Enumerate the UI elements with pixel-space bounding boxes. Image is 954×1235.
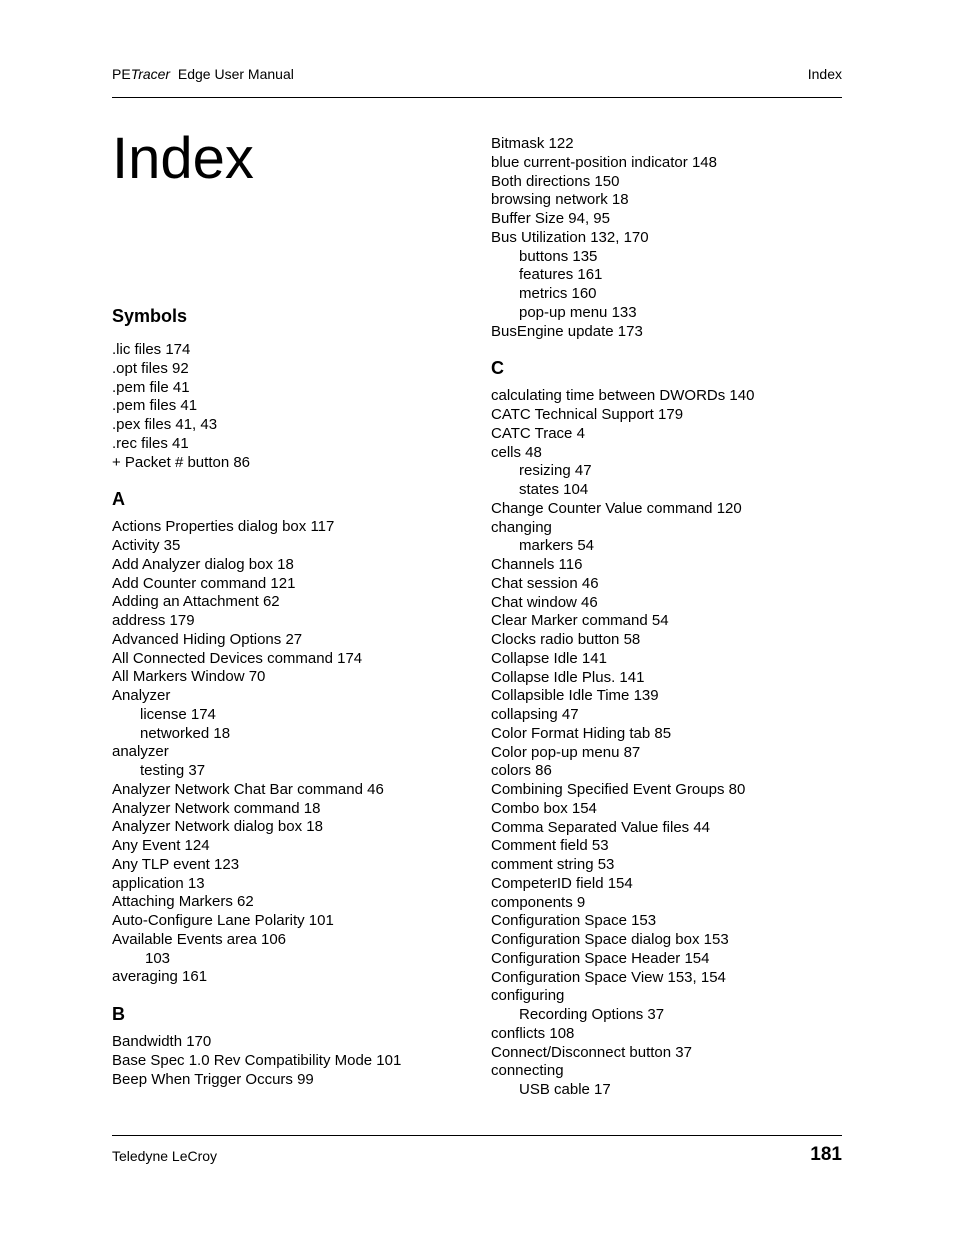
index-entry: blue current-position indicator 148	[491, 153, 717, 171]
index-right-column	[491, 135, 754, 1100]
index-entry: Buffer Size 94, 95	[491, 210, 610, 227]
index-entry: CompeterID field 154	[491, 874, 633, 892]
index-entry: browsing network 18	[491, 191, 629, 209]
index-entry: Comma Separated Value files 44	[491, 818, 711, 836]
index-entry: .rec files 41	[112, 434, 189, 452]
index-entry: analyzer	[112, 743, 169, 761]
index-entry: Change Counter Value command 120	[491, 499, 742, 517]
index-entry: Add Analyzer dialog box 18	[112, 555, 294, 573]
index-entry: Clear Marker command 54	[491, 612, 669, 630]
index-entry: Connect/Disconnect button 37	[491, 1043, 692, 1061]
index-subentry: metrics 160	[519, 285, 597, 302]
index-entry: Adding an Attachment 62	[112, 593, 280, 611]
index-entry: averaging 161	[112, 968, 208, 986]
index-entry: Add Counter command 121	[112, 574, 296, 592]
index-entry: + Packet # button 86	[112, 453, 251, 471]
index-entry: Any Event 124	[112, 837, 210, 854]
product-name-italic: Tracer	[130, 66, 171, 82]
manual-title: Edge User Manual	[177, 66, 294, 82]
index-entry: colors 86	[491, 762, 552, 780]
index-entry: connecting	[491, 1062, 564, 1080]
page-number: 181	[810, 1144, 842, 1165]
index-entry: Bitmask 122	[491, 135, 574, 152]
index-entry: All Connected Devices command 174	[112, 649, 363, 667]
index-entry: Collapse Idle Plus. 141	[491, 668, 645, 686]
index-subentry: markers 54	[519, 537, 595, 555]
index-entry: application 13	[112, 874, 205, 892]
index-entry: Activity 35	[112, 537, 181, 554]
index-left-column	[112, 305, 401, 1089]
index-entry: Both directions 150	[491, 172, 620, 190]
index-entry: components 9	[491, 893, 586, 911]
index-entry: Auto-Configure Lane Polarity 101	[112, 912, 334, 929]
index-entry: Available Events area 106	[112, 930, 287, 948]
index-entry: Bus Utilization 132, 170	[491, 228, 649, 246]
index-entry: Collapsible Idle Time 139	[491, 687, 659, 705]
index-entry: Actions Properties dialog box 117	[112, 518, 335, 536]
index-entry: Clocks radio button 58	[491, 631, 641, 648]
index-subentry: resizing 47	[519, 462, 592, 480]
index-entry: Advanced Hiding Options 27	[112, 630, 303, 648]
index-entry: Chat session 46	[491, 574, 599, 592]
running-header-section: Index	[807, 66, 842, 82]
section-heading-c: C	[491, 358, 504, 379]
index-subentry: networked 18	[140, 724, 231, 742]
index-subentry: pop-up menu 133	[519, 303, 637, 321]
index-subentry: Recording Options 37	[519, 1006, 665, 1023]
section-heading-b: B	[112, 1004, 125, 1024]
index-entry: Collapse Idle 141	[491, 649, 607, 667]
index-entry: collapsing 47	[491, 706, 579, 723]
index-subentry: license 174	[140, 705, 216, 723]
index-entry: configuring	[491, 987, 565, 1005]
index-entry: Any TLP event 123	[112, 855, 240, 873]
index-entry: comment string 53	[491, 856, 615, 873]
index-entry: Bandwidth 170	[112, 1033, 212, 1050]
index-subentry: features 161	[519, 266, 603, 284]
index-entry: Beep When Trigger Occurs 99	[112, 1070, 314, 1088]
index-entry: Analyzer	[112, 687, 171, 704]
index-entry: cells 48	[491, 443, 542, 461]
index-subentry: buttons 135	[519, 247, 598, 265]
page-title: Index	[112, 126, 254, 191]
index-subentry: 103	[145, 949, 171, 967]
running-header-left	[112, 66, 294, 82]
index-entry: .lic files 174	[112, 341, 191, 358]
index-entry: Analyzer Network dialog box 18	[112, 818, 323, 836]
index-entry: .pem files 41	[112, 397, 198, 415]
index-entry: Color pop-up menu 87	[491, 743, 641, 761]
index-entry: Chat window 46	[491, 593, 598, 611]
index-entry: Base Spec 1.0 Rev Compatibility Mode 101	[112, 1051, 402, 1069]
index-entry: address 179	[112, 612, 195, 629]
header-rule	[112, 97, 842, 98]
footer-rule	[112, 1135, 842, 1136]
index-subentry: states 104	[519, 481, 589, 498]
index-entry: .pex files 41, 43	[112, 416, 218, 433]
index-entry: Attaching Markers 62	[112, 893, 254, 911]
section-heading-a: A	[112, 489, 125, 510]
index-entry: BusEngine update 173	[491, 322, 643, 340]
index-entry: All Markers Window 70	[112, 668, 266, 686]
index-entry: changing	[491, 518, 552, 536]
index-entry: calculating time between DWORDs 140	[491, 387, 755, 405]
index-entry: CATC Technical Support 179	[491, 406, 684, 423]
index-subentry: USB cable 17	[519, 1081, 611, 1098]
index-entry: Configuration Space dialog box 153	[491, 931, 729, 948]
index-entry: .opt files 92	[112, 359, 189, 377]
product-name-plain: PE	[112, 66, 131, 82]
footer-company: Teledyne LeCroy	[112, 1148, 218, 1164]
index-entry: Color Format Hiding tab 85	[491, 724, 672, 742]
index-entry: Comment field 53	[491, 837, 609, 855]
index-entry: Combining Specified Event Groups 80	[491, 781, 746, 798]
index-entry: Analyzer Network command 18	[112, 799, 321, 817]
index-entry: Analyzer Network Chat Bar command 46	[112, 780, 384, 798]
index-entry: CATC Trace 4	[491, 424, 585, 442]
index-entry: Channels 116	[491, 556, 583, 573]
index-entry: Combo box 154	[491, 799, 597, 817]
index-entry: conflicts 108	[491, 1024, 575, 1042]
index-entry: Configuration Space 153	[491, 912, 657, 930]
section-heading-symbols: Symbols	[112, 306, 188, 326]
index-entry: Configuration Space Header 154	[491, 949, 710, 967]
index-entry: .pem file 41	[112, 378, 190, 396]
index-subentry: testing 37	[140, 762, 206, 779]
index-entry: Configuration Space View 153, 154	[491, 968, 726, 986]
